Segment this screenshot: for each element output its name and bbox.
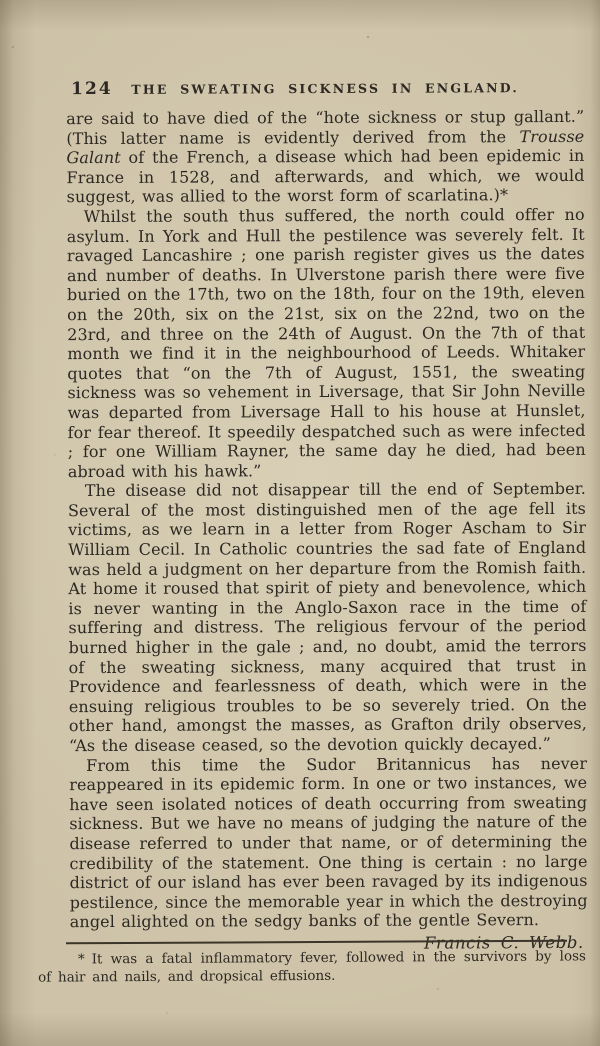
footnote [38, 948, 586, 986]
paragraph-2: Whilst the south thus suffered, the north could offer no asylum. In York and Hull the pestilence was severely felt. It ravaged Lancashire ; one parish register gives us the dates and number of deaths. In Ulverstone parish there were five buried on the 17th, two on the 18th, four on the 19th, eleven on the 20th, six on the 21st, six on the 22nd, two on the 23rd, and three on the 24th of August. On the 7th of that month we find it in the neighbourhood of Leeds. Whitaker quotes that “on the 7th of August, 1551, the sweating sickness was so vehement in Liversage, that Sir John Neville was departed from Liversage Hall to his house at Hunslet, for fear thereof. It speedily despatched such as were infected ; for one William Rayner, the same day he died, had been abroad with his hawk.” [66, 204, 586, 481]
running-head: THE SWEATING SICKNESS IN ENGLAND. [131, 80, 519, 97]
page-header [66, 77, 584, 109]
paragraph-1-text-before: are said to have died of the “hote sickness or stup gallant.” (This latter name is evidently derived from the [66, 106, 585, 148]
page-number: 124 [71, 78, 113, 100]
italic-term: Trousse Galant [66, 126, 585, 168]
paragraph-3: The disease did not disappear till the end of September. Several of the most distinguished men of the age fell its victims, as we learn in a letter from Roger Ascham to Sir William Cecil. In Catholic countries the sad fate of England was held a judgment on her departure from the Romish faith. At home it roused that spirit of piety and benevolence, which is never wanting in the Anglo-Saxon race in the time of suffering and distress. The religious fervour of the period burned higher in the gale ; and, no doubt, amid the terrors of the sweating sickness, many acquired that trust in Providence and fearlessness of death, which were in the ensuing religious troubles to be so severely tried. On the other hand, amongst the masses, as Grafton drily observes, “As the disease ceased, so the devotion quickly decayed.” [67, 479, 587, 756]
page-content [66, 77, 588, 955]
author-signature: Francis C. Webb. [423, 932, 584, 953]
paragraph-1 [66, 107, 584, 207]
paragraph-4: From this time the Sudor Britannicus has never reappeared in its epidemic form. In one or two instances, we have seen isolated notices of death occurring from sweating sickness. But we have no means of judging the nature of the disease referred to under that name, or of determining the credibility of the statement. One thing is certain : no large district of our island has ever been ravaged by its indigenous pestilence, since the memorable year in which the destroying angel alighted on the sedgy banks of the gentle Severn. [69, 753, 588, 932]
body-text [66, 107, 588, 955]
paragraph-1-text-after: of the French, a disease which had been epidemic in France in 1528, and afterwards, and which, we would suggest, was allied to the worst form of scarlatina.)* [66, 146, 585, 207]
footnote-text: It was a fatal inflammatory fever, followed in the survivors by loss of hair and nails, and dropsical effusions. [38, 948, 586, 986]
footnote-marker: * [77, 951, 85, 968]
